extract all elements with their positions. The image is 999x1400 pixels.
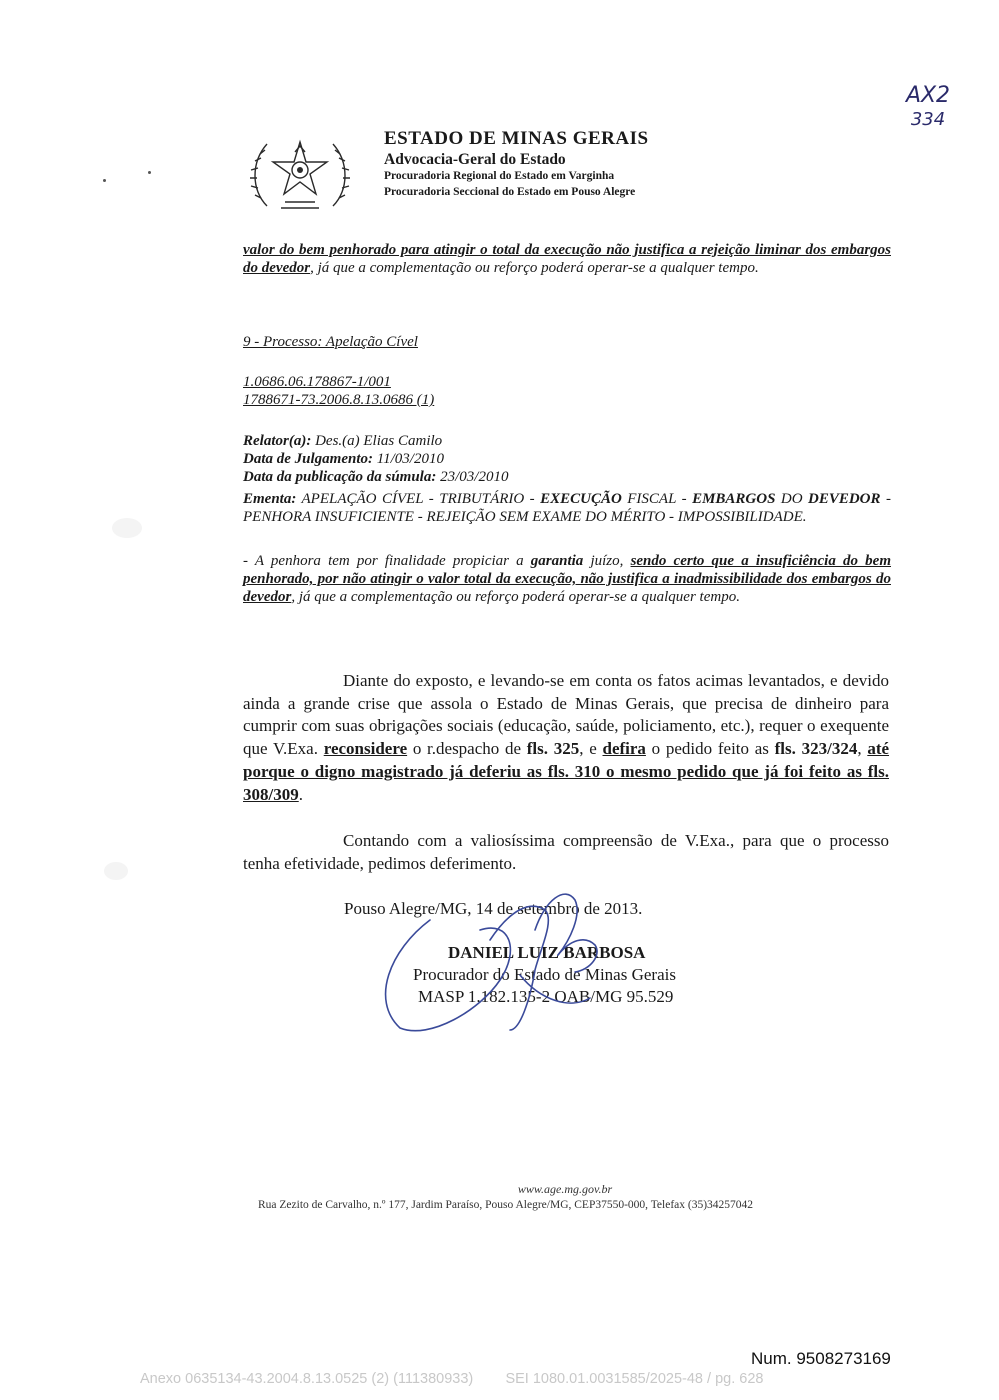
case-details bbox=[243, 432, 891, 486]
scan-mark bbox=[104, 862, 128, 880]
publicacao-label: Data da publicação da súmula: bbox=[243, 469, 437, 485]
header-agency: Advocacia-Geral do Estado bbox=[384, 151, 566, 168]
request-highlight: até porque o digno magistrado já deferiu as fls. 310 o mesmo pedido que já foi feito as fls. 308/309 bbox=[243, 739, 890, 804]
closing-paragraph: Contando com a valiosíssima compreensão de V.Exa., para que o processo tenha efetividade, pedimos deferimento. bbox=[243, 831, 889, 873]
ementa bbox=[243, 490, 891, 526]
signatory-name: DANIEL LUIZ BARBOSA bbox=[448, 943, 646, 962]
scan-speck bbox=[148, 171, 151, 174]
scan-mark bbox=[112, 518, 142, 538]
request-bold: fls. 325 bbox=[526, 739, 580, 759]
scan-speck bbox=[103, 179, 106, 182]
request-text: Diante do exposto, e levando-se em conta os fatos acimas levantados, e devido ainda a grande crise que assola o Estado de Minas Gerais, que precisa de dinheiro para cumprir com suas obrigações sociais (educação, saúde, policiamento, etc.), requer o exequente que V.Exa. bbox=[243, 671, 889, 759]
annotation-line-1: AX2 bbox=[905, 83, 951, 108]
julgamento-value: 11/03/2010 bbox=[373, 451, 444, 467]
excerpt-bold: garantia bbox=[530, 553, 584, 569]
julgamento-label: Data de Julgamento: bbox=[243, 451, 373, 467]
ementa-text: APELAÇÃO CÍVEL - TRIBUTÁRIO - bbox=[296, 491, 541, 507]
ementa-label: Ementa: bbox=[243, 491, 297, 507]
coat-of-arms-emblem bbox=[245, 128, 355, 220]
header-state: ESTADO DE MINAS GERAIS bbox=[384, 128, 649, 149]
excerpt-text: , já que a complementação ou reforço poderá operar-se a qualquer tempo. bbox=[291, 589, 740, 605]
handwritten-annotation bbox=[898, 84, 958, 130]
excerpt-highlight: sendo certo que a insuficiência do bem penhorado, por não atingir o valor total da execução, não justifica a inadmissibilidade dos embargos do devedor bbox=[243, 553, 891, 605]
excerpt-text: juízo, bbox=[583, 553, 631, 569]
place-date: Pouso Alegre/MG, 14 de setembro de 2013. bbox=[344, 899, 643, 918]
ementa-excerpt bbox=[243, 552, 891, 606]
header-sectional: Procuradoria Seccional do Estado em Pouso Alegre bbox=[384, 186, 636, 198]
ementa-text: DO bbox=[775, 491, 808, 507]
excerpt-text: - A penhora tem por finalidade propiciar a bbox=[243, 553, 531, 569]
quote-continuation bbox=[243, 241, 891, 277]
signatory-role: Procurador do Estado de Minas Gerais bbox=[413, 965, 676, 984]
quote-rest: , já que a complementação ou reforço poderá operar-se a qualquer tempo. bbox=[310, 260, 759, 276]
footer-website: www.age.mg.gov.br bbox=[517, 1182, 613, 1196]
ementa-text: FISCAL - bbox=[621, 491, 693, 507]
ementa-bold: EXECUÇÃO bbox=[540, 491, 622, 507]
annotation-line-2: 334 bbox=[910, 109, 946, 130]
relator-label: Relator(a): bbox=[243, 433, 312, 449]
annex-reference: Anexo 0635134-43.2004.8.13.0525 (2) (111380933) SEI 1080.01.0031585/2025-48 / pg. 628 bbox=[140, 1371, 764, 1387]
header-regional: Procuradoria Regional do Estado em Varginha bbox=[384, 170, 615, 182]
ementa-text: - PENHORA INSUFICIENTE - REJEIÇÃO SEM EXAME DO MÉRITO - IMPOSSIBILIDADE. bbox=[243, 491, 891, 525]
request-text: , e bbox=[579, 739, 603, 759]
request-bold: reconsidere bbox=[323, 739, 408, 759]
case-title: 9 - Processo: Apelação Cível bbox=[243, 334, 418, 350]
case-number-1: 1.0686.06.178867-1/001 bbox=[243, 374, 391, 390]
quote-highlight: valor do bem penhorado para atingir o total da execução não justifica a rejeição liminar dos embargos do devedor bbox=[243, 242, 891, 276]
request-bold: defira bbox=[602, 739, 646, 759]
footer-address: Rua Zezito de Carvalho, n.º 177, Jardim Paraíso, Pouso Alegre/MG, CEP37550-000, Telefax (35)34257042 bbox=[258, 1199, 754, 1211]
ementa-bold: DEVEDOR bbox=[808, 491, 881, 507]
request-text: , bbox=[857, 739, 868, 759]
request-text: . bbox=[298, 784, 303, 804]
case-number-2: 1788671-73.2006.8.13.0686 (1) bbox=[243, 392, 435, 408]
request-bold: fls. 323/324 bbox=[774, 739, 858, 759]
request-paragraph bbox=[243, 670, 889, 806]
document-number: Num. 9508273169 bbox=[751, 1349, 891, 1368]
signatory-ids: MASP 1.182.135-2 OAB/MG 95.529 bbox=[418, 987, 674, 1006]
request-text: o r.despacho de bbox=[407, 739, 527, 759]
publicacao-value: 23/03/2010 bbox=[436, 469, 509, 485]
handwritten-signature bbox=[370, 880, 670, 1040]
ementa-bold: EMBARGOS bbox=[692, 491, 776, 507]
relator-value: Des.(a) Elias Camilo bbox=[311, 433, 443, 449]
request-text: o pedido feito as bbox=[645, 739, 775, 759]
